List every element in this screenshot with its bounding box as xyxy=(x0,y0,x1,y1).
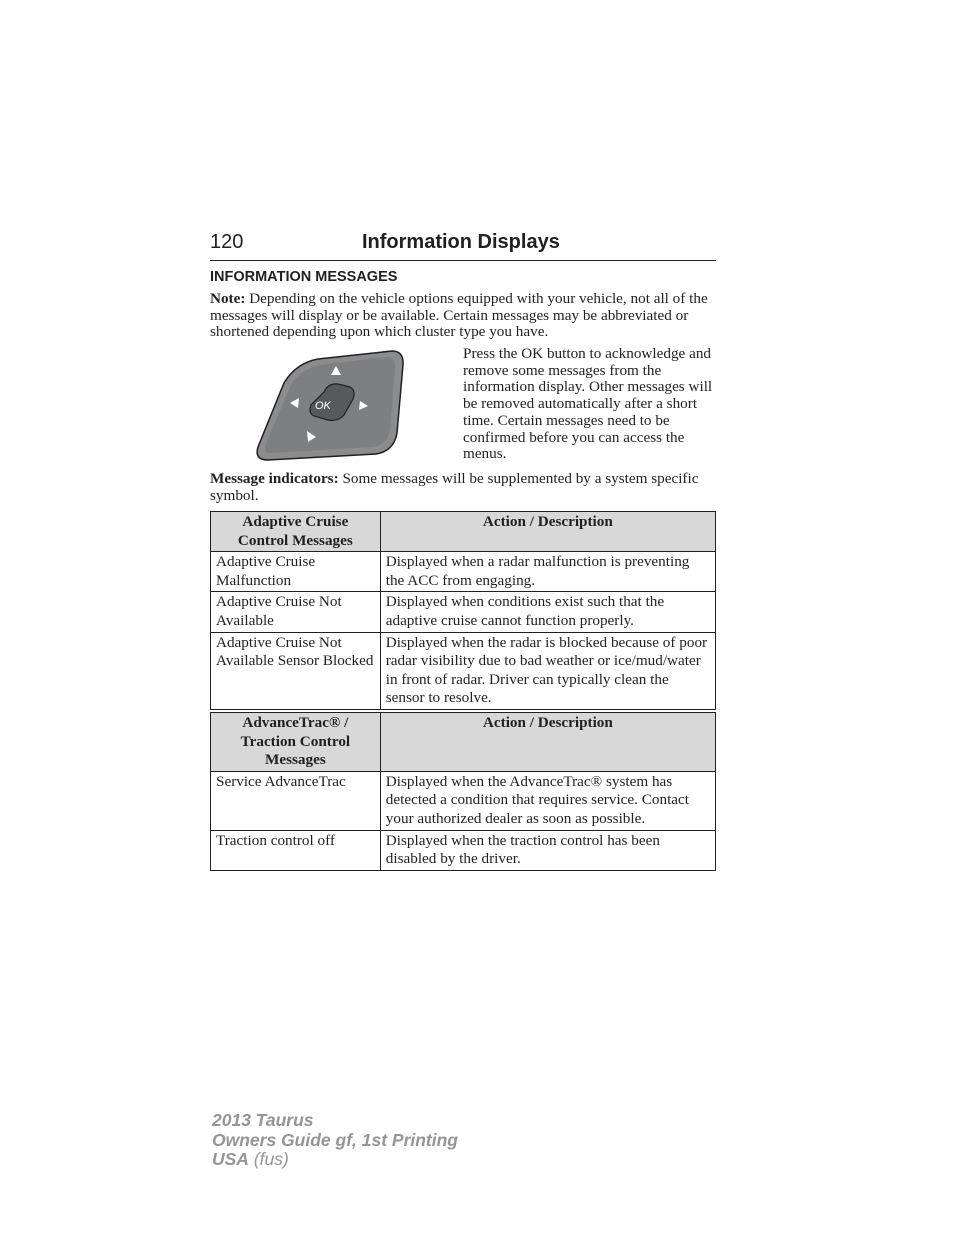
message-cell: Service AdvanceTrac xyxy=(211,771,381,830)
indicators-text: Some messages will be supplemented by a system specific symbol. xyxy=(210,470,699,504)
table-row xyxy=(211,771,716,830)
table-row xyxy=(211,592,716,632)
ok-button-illustration xyxy=(252,347,406,463)
page-header xyxy=(210,229,716,261)
table-header-row xyxy=(211,512,716,552)
note-text: Depending on the vehicle options equipped with your vehicle, not all of the messages will display or be available. Certain messages may be abbreviated or shortened depending upon which cluster type you have. xyxy=(210,290,708,341)
column-header: Adaptive Cruise Control Messages xyxy=(211,512,381,552)
message-cell: Adaptive Cruise Malfunction xyxy=(211,552,381,592)
footer-region-main: USA xyxy=(212,1149,249,1169)
column-header: Action / Description xyxy=(380,713,715,772)
footer-model: 2013 Taurus xyxy=(212,1110,314,1130)
note-label: Note: xyxy=(210,290,246,307)
indicators-paragraph xyxy=(210,471,716,504)
indicators-label: Message indicators: xyxy=(210,470,339,487)
column-header: AdvanceTrac® / Traction Control Messages xyxy=(211,713,381,772)
table-row xyxy=(211,830,716,870)
footer-region-suffix: (fus) xyxy=(248,1149,289,1169)
description-cell: Displayed when the traction control has been disabled by the driver. xyxy=(380,830,715,870)
ok-key-label: OK xyxy=(315,400,331,412)
description-cell: Displayed when the AdvanceTrac® system has detected a condition that requires service. Contact your authorized dealer as soon as possible. xyxy=(380,771,715,830)
table-row xyxy=(211,552,716,592)
message-cell: Adaptive Cruise Not Available Sensor Blocked xyxy=(211,632,381,709)
description-cell: Displayed when the radar is blocked because of poor radar visibility due to bad weather or ice/mud/water in front of radar. Driver can typically clean the sensor to resolve. xyxy=(380,632,715,709)
table-header-row xyxy=(211,713,716,772)
column-header: Action / Description xyxy=(380,512,715,552)
adaptive-cruise-table xyxy=(210,511,716,710)
traction-control-table xyxy=(210,712,716,871)
ok-button-paragraph: Press the OK button to acknowledge and remove some messages from the information display. Other messages will be removed automatically after a short time. Certain messages need to be confirmed before you can access the menus. xyxy=(463,345,713,463)
note-paragraph xyxy=(210,291,716,341)
message-cell: Traction control off xyxy=(211,830,381,870)
chapter-title: Information Displays xyxy=(362,231,560,253)
description-cell: Displayed when conditions exist such that the adaptive cruise cannot function properly. xyxy=(380,592,715,632)
footer-region xyxy=(212,1150,458,1170)
message-cell: Adaptive Cruise Not Available xyxy=(211,592,381,632)
page-number: 120 xyxy=(210,231,244,253)
table-row xyxy=(211,632,716,709)
section-heading: INFORMATION MESSAGES xyxy=(210,269,398,285)
page-footer xyxy=(212,1111,458,1170)
footer-guide: Owners Guide gf, 1st Printing xyxy=(212,1129,458,1150)
steering-wheel-ok-button-icon xyxy=(252,347,406,463)
description-cell: Displayed when a radar malfunction is preventing the ACC from engaging. xyxy=(380,552,715,592)
